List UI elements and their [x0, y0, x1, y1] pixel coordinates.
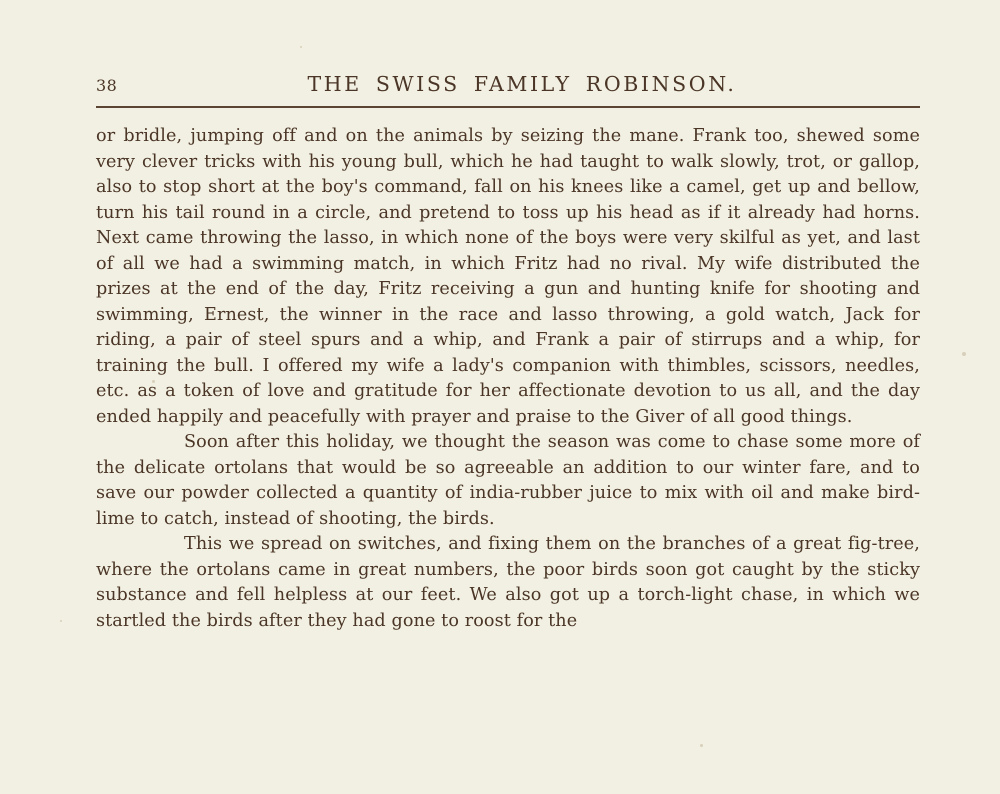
header-rule — [96, 106, 920, 108]
page-number: 38 — [96, 76, 118, 95]
paper-speck — [962, 352, 966, 356]
page-header — [96, 72, 918, 96]
body-text — [96, 124, 920, 634]
paper-speck — [300, 46, 302, 48]
paper-speck — [700, 744, 703, 747]
running-title: THE SWISS FAMILY ROBINSON. — [307, 72, 737, 96]
paragraph-3: This we spread on switches, and fixing them on the branches of a great fig-tree, where the ortolans came in great numbers, the poor birds soon got caught by the sticky substance and fell helpless at our feet. We also got up a torch-light chase, in which we startled the birds after they had gone to roost for the — [96, 534, 920, 631]
paragraph-1: or bridle, jumping off and on the animals by seizing the mane. Frank too, shewed some very clever tricks with his young bull, which he had taught to walk slowly, trot, or gallop, also to stop short at the boy's command, fall on his knees like a camel, get up and bellow, turn his tail round in a circle, and pretend to toss up his head as if it already had horns. Next came throwing the lasso, in which none of the boys were very skilful as yet, and last of all we had a swimming match, in which Fritz had no rival. My wife distributed the prizes at the end of the day, Fritz receiving a gun and hunting knife for shooting and swimming, Ernest, the winner in the race and lasso throwing, a gold watch, Jack for riding, a pair of steel spurs and a whip, and Frank a pair of stirrups and a whip, for training the bull. I offered my wife a lady's companion with thimbles, scissors, needles, etc. as a token of love and gratitude for her affectionate devotion to us all, and the day ended happily and peacefully with prayer and praise to the Giver of all good things. — [96, 126, 920, 427]
paper-speck — [60, 620, 62, 622]
paragraph-2: Soon after this holiday, we thought the season was come to chase some more of the delicate ortolans that would be so agreeable an addition to our winter fare, and to save our powder collected a quantity of india-rubber juice to mix with oil and make bird-lime to catch, instead of shooting, the birds. — [96, 432, 920, 529]
